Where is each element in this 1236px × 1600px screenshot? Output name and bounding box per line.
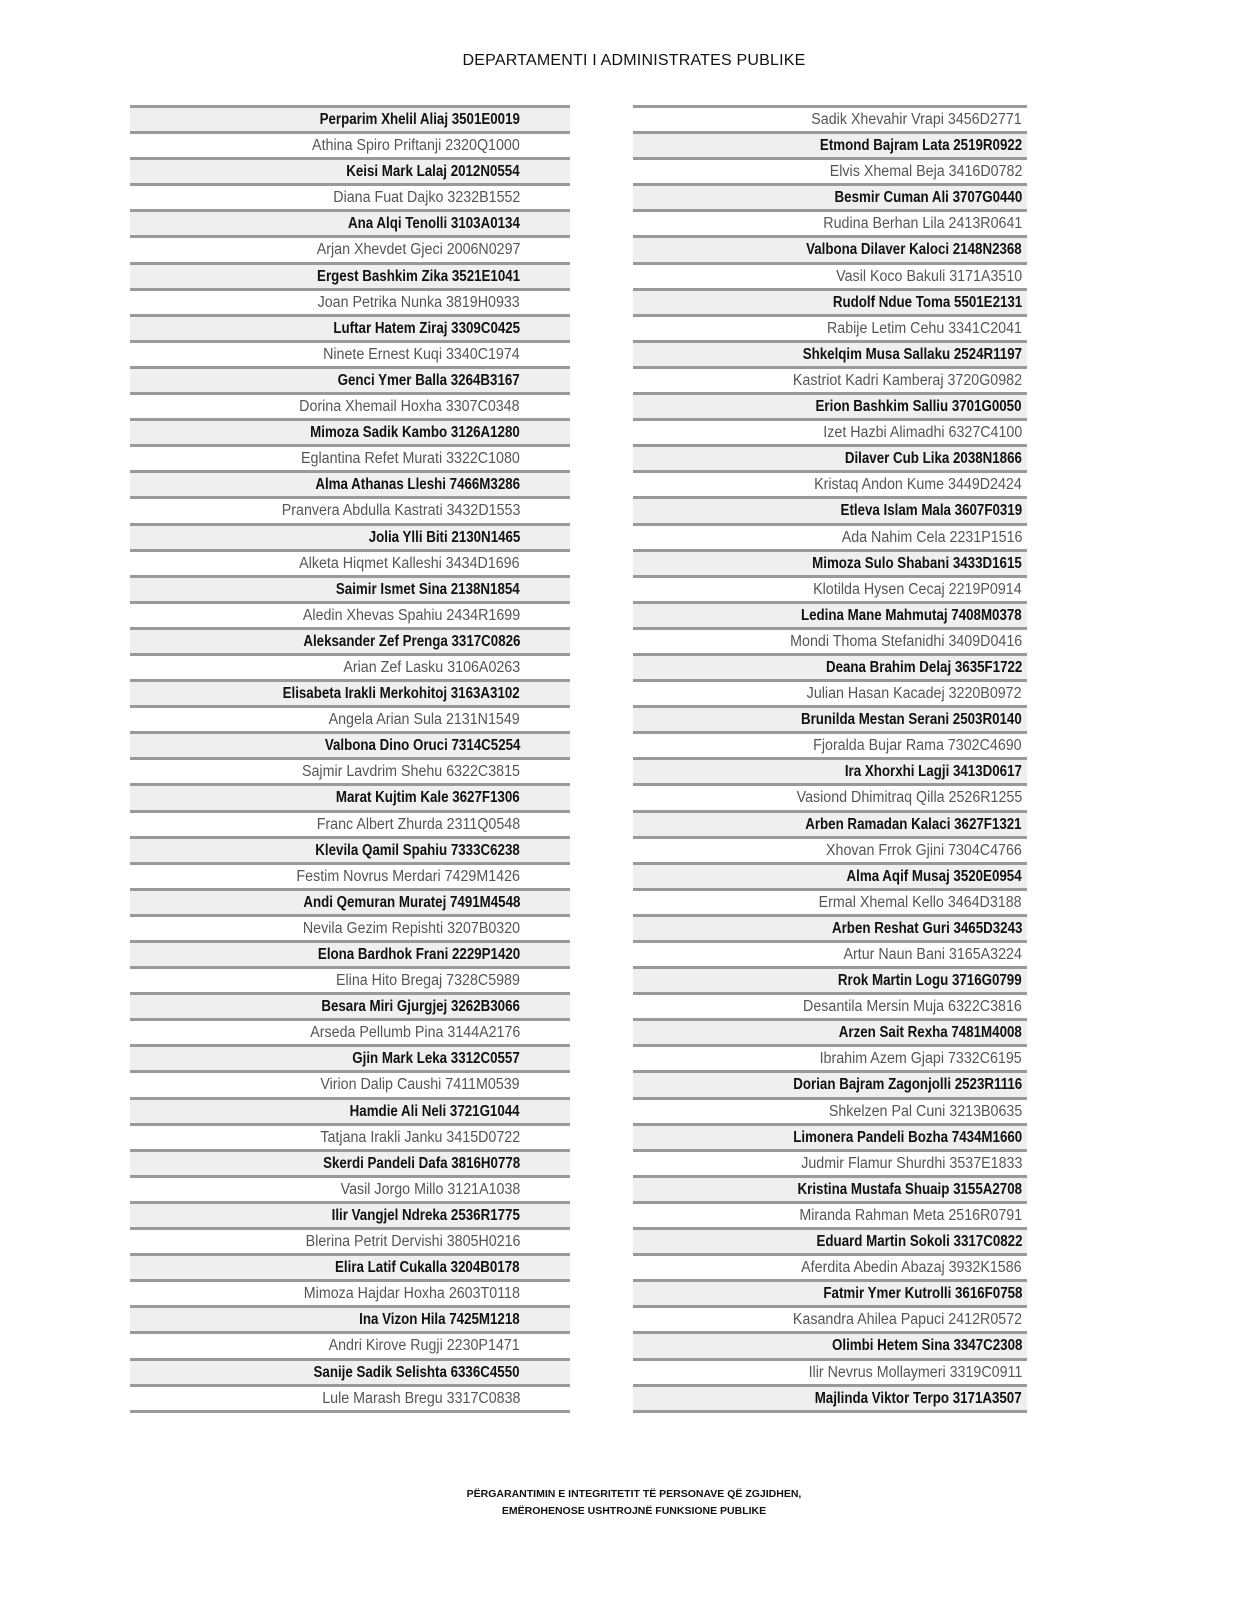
person-entry: Valbona Dino Oruci 7314C5254 <box>324 737 520 755</box>
person-entry: Eglantina Refet Murati 3322C1080 <box>301 450 520 468</box>
list-item <box>130 1334 570 1360</box>
person-entry: Rudina Berhan Lila 2413R0641 <box>822 215 1022 233</box>
list-item <box>633 1361 1027 1387</box>
person-entry: Alma Athanas Lleshi 7466M3286 <box>315 476 520 494</box>
person-entry: Kastriot Kadri Kamberaj 3720G0982 <box>792 371 1022 389</box>
person-entry: Besara Miri Gjurgjej 3262B3066 <box>321 998 520 1016</box>
list-item <box>130 186 570 212</box>
person-entry: Limonera Pandeli Bozha 7434M1660 <box>793 1128 1022 1146</box>
list-item <box>130 421 570 447</box>
list-item <box>130 865 570 891</box>
list-item <box>130 682 570 708</box>
person-entry: Mimoza Sulo Shabani 3433D1615 <box>812 554 1022 572</box>
person-entry: Ilir Vangjel Ndreka 2536R1775 <box>331 1206 520 1224</box>
left-name-list <box>130 105 570 1413</box>
list-item <box>130 291 570 317</box>
list-item <box>633 343 1027 369</box>
person-entry: Desantila Mersin Muja 6322C3816 <box>803 998 1022 1016</box>
person-entry: Ninete Ernest Kuqi 3340C1974 <box>323 345 520 363</box>
person-entry: Kristina Mustafa Shuaip 3155A2708 <box>797 1180 1022 1198</box>
person-entry: Kasandra Ahilea Papuci 2412R0572 <box>792 1311 1022 1329</box>
list-item <box>633 1308 1027 1334</box>
person-entry: Alma Aqif Musaj 3520E0954 <box>846 867 1022 885</box>
person-entry: Elvis Xhemal Beja 3416D0782 <box>829 163 1022 181</box>
person-entry: Virion Dalip Caushi 7411M0539 <box>320 1076 520 1094</box>
list-item <box>633 1178 1027 1204</box>
person-entry: Nevila Gezim Repishti 3207B0320 <box>302 919 520 937</box>
person-entry: Sanije Sadik Selishta 6336C4550 <box>314 1363 520 1381</box>
list-item <box>633 421 1027 447</box>
list-item <box>633 1334 1027 1360</box>
list-item <box>633 917 1027 943</box>
list-item <box>633 238 1027 264</box>
person-entry: Arjan Xhevdet Gjeci 2006N0297 <box>316 241 520 259</box>
list-item <box>130 1230 570 1256</box>
list-item <box>633 1256 1027 1282</box>
list-item <box>633 212 1027 238</box>
list-item <box>130 917 570 943</box>
list-item <box>633 995 1027 1021</box>
person-entry: Vasiond Dhimitraq Qilla 2526R1255 <box>796 789 1022 807</box>
list-item <box>130 995 570 1021</box>
list-item <box>130 1021 570 1047</box>
person-entry: Fatmir Ymer Kutrolli 3616F0758 <box>822 1285 1022 1303</box>
list-item <box>633 1073 1027 1099</box>
list-item <box>633 499 1027 525</box>
list-item <box>633 447 1027 473</box>
list-item <box>130 265 570 291</box>
person-entry: Arseda Pellumb Pina 3144A2176 <box>309 1024 520 1042</box>
person-entry: Shkelzen Pal Cuni 3213B0635 <box>828 1102 1022 1120</box>
person-entry: Marat Kujtim Kale 3627F1306 <box>336 789 520 807</box>
person-entry: Ergest Bashkim Zika 3521E1041 <box>316 267 520 285</box>
person-entry: Aledin Xhevas Spahiu 2434R1699 <box>302 606 520 624</box>
list-item <box>633 708 1027 734</box>
list-item <box>130 526 570 552</box>
person-entry: Elina Hito Bregaj 7328C5989 <box>336 972 520 990</box>
person-entry: Sadik Xhevahir Vrapi 3456D2771 <box>811 111 1022 128</box>
list-item <box>633 369 1027 395</box>
list-item <box>633 1047 1027 1073</box>
list-item <box>130 813 570 839</box>
person-entry: Klevila Qamil Spahiu 7333C6238 <box>315 841 520 859</box>
person-entry: Lule Marash Bregu 3317C0838 <box>321 1389 520 1407</box>
list-item <box>633 604 1027 630</box>
list-item <box>633 1204 1027 1230</box>
person-entry: Etmond Bajram Lata 2519R0922 <box>819 137 1022 155</box>
list-item <box>633 160 1027 186</box>
list-item <box>633 969 1027 995</box>
list-item <box>130 656 570 682</box>
list-item <box>633 395 1027 421</box>
list-item <box>130 1178 570 1204</box>
person-entry: Ibrahim Azem Gjapi 7332C6195 <box>819 1050 1022 1068</box>
person-entry: Olimbi Hetem Sina 3347C2308 <box>831 1337 1022 1355</box>
person-entry: Majlinda Viktor Terpo 3171A3507 <box>815 1389 1022 1407</box>
list-item <box>130 760 570 786</box>
list-item <box>130 1361 570 1387</box>
person-entry: Blerina Petrit Dervishi 3805H0216 <box>305 1233 520 1251</box>
list-item <box>130 1047 570 1073</box>
person-entry: Arian Zef Lasku 3106A0263 <box>343 658 520 676</box>
person-entry: Erion Bashkim Salliu 3701G0050 <box>816 398 1022 416</box>
list-item <box>633 1387 1027 1413</box>
list-item <box>130 499 570 525</box>
person-entry: Keisi Mark Lalaj 2012N0554 <box>346 163 520 181</box>
list-item <box>130 1073 570 1099</box>
list-item <box>633 813 1027 839</box>
list-item <box>130 1256 570 1282</box>
footer-line-2: EMËROHENOSE USHTROJNË FUNKSIONE PUBLIKE <box>501 1505 767 1517</box>
footer-line-1: PËRGARANTIMIN E INTEGRITETIT TË PERSONAVE QË ZGJIDHEN, <box>466 1488 802 1500</box>
list-item <box>130 839 570 865</box>
list-item <box>130 317 570 343</box>
person-entry: Elira Latif Cukalla 3204B0178 <box>335 1259 520 1277</box>
person-entry: Kristaq Andon Kume 3449D2424 <box>814 476 1022 494</box>
person-entry: Ina Vizon Hila 7425M1218 <box>359 1311 520 1329</box>
list-item <box>633 1100 1027 1126</box>
page-title: DEPARTAMENTI I ADMINISTRATES PUBLIKE <box>462 52 806 69</box>
person-entry: Deana Brahim Delaj 3635F1722 <box>825 658 1022 676</box>
person-entry: Jolia Ylli Biti 2130N1465 <box>368 528 520 546</box>
person-entry: Perparim Xhelil Aliaj 3501E0019 <box>319 111 520 128</box>
list-item <box>130 343 570 369</box>
list-item <box>633 108 1027 134</box>
list-item <box>633 1282 1027 1308</box>
person-entry: Arben Ramadan Kalaci 3627F1321 <box>805 815 1022 833</box>
list-item <box>633 526 1027 552</box>
list-item <box>130 1282 570 1308</box>
right-name-list <box>633 105 1027 1413</box>
list-item <box>633 865 1027 891</box>
person-entry: Tatjana Irakli Janku 3415D0722 <box>320 1128 520 1146</box>
list-item <box>633 134 1027 160</box>
person-entry: Genci Ymer Balla 3264B3167 <box>337 371 520 389</box>
person-entry: Joan Petrika Nunka 3819H0933 <box>317 293 520 311</box>
person-entry: Dorian Bajram Zagonjolli 2523R1116 <box>793 1076 1022 1094</box>
list-item <box>130 891 570 917</box>
list-item <box>130 447 570 473</box>
list-item <box>633 1230 1027 1256</box>
list-item <box>130 1387 570 1413</box>
person-entry: Vasil Jorgo Millo 3121A1038 <box>340 1180 520 1198</box>
list-item <box>130 212 570 238</box>
person-entry: Vasil Koco Bakuli 3171A3510 <box>835 267 1022 285</box>
list-item <box>130 238 570 264</box>
person-entry: Sajmir Lavdrim Shehu 6322C3815 <box>302 763 520 781</box>
person-entry: Athina Spiro Priftanji 2320Q1000 <box>312 137 520 155</box>
person-entry: Klotilda Hysen Cecaj 2219P0914 <box>813 580 1022 598</box>
list-item <box>633 186 1027 212</box>
list-item <box>633 578 1027 604</box>
list-item <box>130 160 570 186</box>
person-entry: Valbona Dilaver Kaloci 2148N2368 <box>806 241 1022 259</box>
person-entry: Ana Alqi Tenolli 3103A0134 <box>348 215 520 233</box>
list-item <box>130 604 570 630</box>
person-entry: Fjoralda Bujar Rama 7302C4690 <box>813 737 1022 755</box>
person-entry: Brunilda Mestan Serani 2503R0140 <box>801 711 1022 729</box>
list-item <box>130 1126 570 1152</box>
person-entry: Elisabeta Irakli Merkohitoj 3163A3102 <box>282 685 520 703</box>
person-entry: Ada Nahim Cela 2231P1516 <box>841 528 1022 546</box>
person-entry: Etleva Islam Mala 3607F0319 <box>840 502 1022 520</box>
list-item <box>130 1100 570 1126</box>
list-item <box>130 1204 570 1230</box>
person-entry: Miranda Rahman Meta 2516R0791 <box>799 1206 1022 1224</box>
person-entry: Besmir Cuman Ali 3707G0440 <box>834 189 1022 207</box>
person-entry: Alketa Hiqmet Kalleshi 3434D1696 <box>299 554 520 572</box>
person-entry: Eduard Martin Sokoli 3317C0822 <box>816 1233 1022 1251</box>
person-entry: Mimoza Hajdar Hoxha 2603T0118 <box>303 1285 520 1303</box>
footer <box>0 1486 1236 1520</box>
list-item <box>130 943 570 969</box>
list-item <box>130 786 570 812</box>
person-entry: Festim Novrus Merdari 7429M1426 <box>296 867 520 885</box>
list-item <box>633 1126 1027 1152</box>
list-item <box>130 134 570 160</box>
list-item <box>130 578 570 604</box>
list-item <box>633 839 1027 865</box>
person-entry: Julian Hasan Kacadej 3220B0972 <box>807 685 1022 703</box>
list-item <box>633 473 1027 499</box>
person-entry: Arben Reshat Guri 3465D3243 <box>831 919 1022 937</box>
list-item <box>130 630 570 656</box>
list-item <box>130 473 570 499</box>
list-item <box>633 1152 1027 1178</box>
person-entry: Ilir Nevrus Mollaymeri 3319C0911 <box>808 1363 1022 1381</box>
list-item <box>130 1152 570 1178</box>
person-entry: Rrok Martin Logu 3716G0799 <box>838 972 1022 990</box>
person-entry: Rabije Letim Cehu 3341C2041 <box>826 319 1022 337</box>
person-entry: Aferdita Abedin Abazaj 3932K1586 <box>801 1259 1022 1277</box>
list-item <box>130 1308 570 1334</box>
list-item <box>633 891 1027 917</box>
person-entry: Dorina Xhemail Hoxha 3307C0348 <box>299 398 520 416</box>
list-item <box>633 656 1027 682</box>
person-entry: Diana Fuat Dajko 3232B1552 <box>332 189 520 207</box>
person-entry: Andri Kirove Rugji 2230P1471 <box>328 1337 520 1355</box>
person-entry: Artur Naun Bani 3165A3224 <box>843 946 1022 963</box>
person-entry: Ermal Xhemal Kello 3464D3188 <box>819 893 1022 911</box>
list-item <box>130 708 570 734</box>
person-entry: Elona Bardhok Frani 2229P1420 <box>317 946 520 963</box>
person-entry: Saimir Ismet Sina 2138N1854 <box>336 580 520 598</box>
person-entry: Andi Qemuran Muratej 7491M4548 <box>302 893 520 911</box>
list-item <box>130 369 570 395</box>
list-item <box>633 317 1027 343</box>
person-entry: Xhovan Frrok Gjini 7304C4766 <box>826 841 1022 859</box>
person-entry: Angela Arian Sula 2131N1549 <box>328 711 520 729</box>
person-entry: Arzen Sait Rexha 7481M4008 <box>838 1024 1022 1042</box>
list-item <box>633 265 1027 291</box>
list-item <box>633 682 1027 708</box>
person-entry: Franc Albert Zhurda 2311Q0548 <box>316 815 520 833</box>
list-item <box>633 1021 1027 1047</box>
person-entry: Ledina Mane Mahmutaj 7408M0378 <box>801 606 1022 624</box>
person-entry: Shkelqim Musa Sallaku 2524R1197 <box>802 345 1022 363</box>
list-item <box>633 291 1027 317</box>
person-entry: Mimoza Sadik Kambo 3126A1280 <box>310 424 520 442</box>
person-entry: Aleksander Zef Prenga 3317C0826 <box>302 632 520 650</box>
person-entry: Gjin Mark Leka 3312C0557 <box>352 1050 520 1068</box>
person-entry: Judmir Flamur Shurdhi 3537E1833 <box>800 1154 1022 1172</box>
list-item <box>633 760 1027 786</box>
list-item <box>130 108 570 134</box>
list-item <box>633 630 1027 656</box>
list-item <box>633 786 1027 812</box>
list-item <box>633 734 1027 760</box>
list-item <box>130 734 570 760</box>
person-entry: Izet Hazbi Alimadhi 6327C4100 <box>823 424 1022 442</box>
person-entry: Pranvera Abdulla Kastrati 3432D1553 <box>281 502 520 520</box>
list-item <box>130 969 570 995</box>
person-entry: Rudolf Ndue Toma 5501E2131 <box>832 293 1022 311</box>
person-entry: Luftar Hatem Ziraj 3309C0425 <box>333 319 520 337</box>
person-entry: Hamdie Ali Neli 3721G1044 <box>350 1102 520 1120</box>
person-entry: Dilaver Cub Lika 2038N1866 <box>844 450 1022 468</box>
person-entry: Skerdi Pandeli Dafa 3816H0778 <box>322 1154 520 1172</box>
list-item <box>130 552 570 578</box>
list-item <box>130 395 570 421</box>
person-entry: Ira Xhorxhi Lagji 3413D0617 <box>844 763 1022 781</box>
list-item <box>633 552 1027 578</box>
person-entry: Mondi Thoma Stefanidhi 3409D0416 <box>789 632 1022 650</box>
list-item <box>633 943 1027 969</box>
